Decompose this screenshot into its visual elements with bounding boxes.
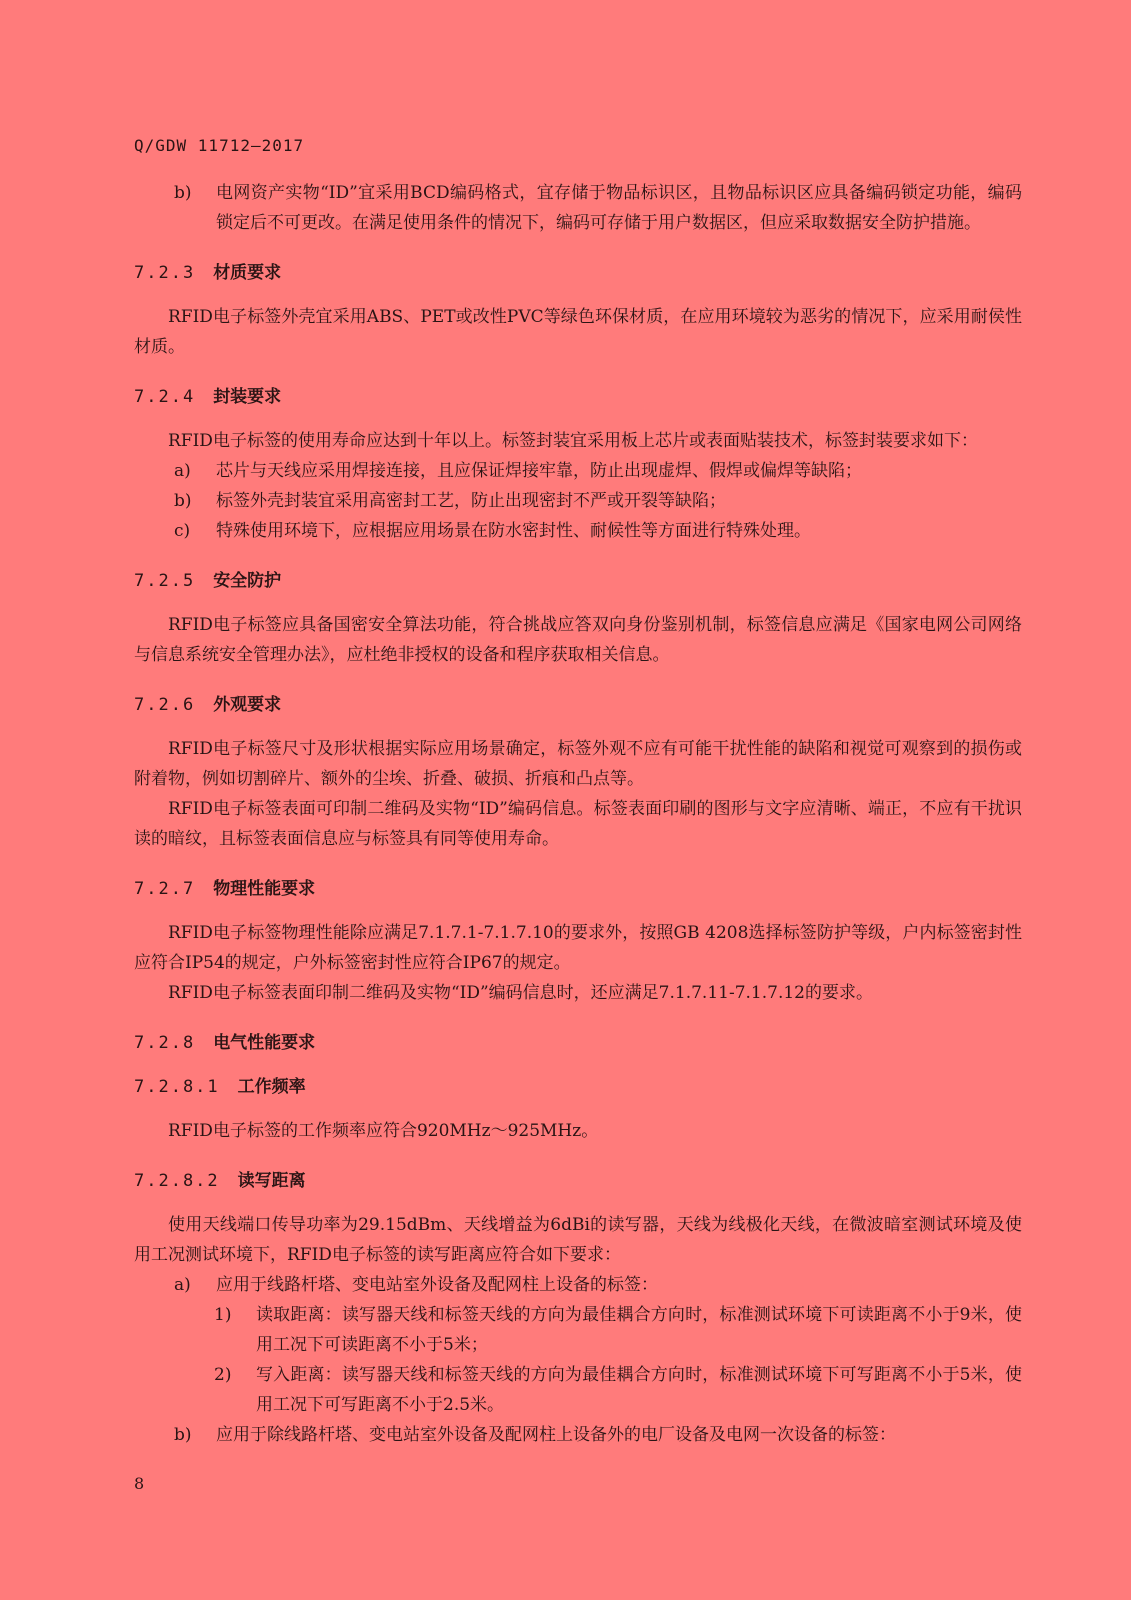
list-marker: b) — [174, 491, 192, 511]
section-number: 7.2.5 — [134, 571, 196, 591]
sub-list-item-text: 写入距离：读写器天线和标签天线的方向为最佳耦合方向时，标准测试环境下可写距离不小于5米，使用工况下可写距离不小于2.5米。 — [256, 1365, 1022, 1415]
list-marker: b) — [174, 1425, 192, 1445]
section-number: 7.2.6 — [134, 695, 196, 715]
paragraph: RFID电子标签的工作频率应符合920MHz～925MHz。 — [168, 1121, 599, 1141]
section-heading-7-2-7 — [134, 874, 1022, 904]
paragraph: RFID电子标签的使用寿命应达到十年以上。标签封装宜采用板上芯片或表面贴装技术，标签封装要求如下： — [168, 431, 978, 451]
list-marker: b) — [174, 183, 192, 203]
section-title: 材质要求 — [213, 263, 282, 283]
section-title: 封装要求 — [213, 387, 282, 407]
sub-list-item — [134, 1360, 1022, 1420]
list-item — [134, 516, 1022, 546]
list-item-text: 标签外壳封装宜采用高密封工艺，防止出现密封不严或开裂等缺陷； — [216, 491, 726, 511]
page-content — [134, 178, 1022, 1450]
list-item-text: 特殊使用环境下，应根据应用场景在防水密封性、耐候性等方面进行特殊处理。 — [216, 521, 811, 541]
section-number: 7.2.8.1 — [134, 1077, 220, 1097]
paragraph: 使用天线端口传导功率为29.15dBm、天线增益为6dBi的读写器，天线为线极化天线，在微波暗室测试环境及使用工况测试环境下，RFID电子标签的读写距离应符合如下要求： — [134, 1215, 1022, 1265]
list-item-text: 芯片与天线应采用焊接连接，且应保证焊接牢靠，防止出现虚焊、假焊或偏焊等缺陷； — [216, 461, 862, 481]
section-title: 物理性能要求 — [213, 879, 316, 899]
list-item-text: 应用于除线路杆塔、变电站室外设备及配网柱上设备外的电厂设备及电网一次设备的标签： — [216, 1425, 896, 1445]
section-number: 7.2.8.2 — [134, 1171, 220, 1191]
paragraph: RFID电子标签尺寸及形状根据实际应用场景确定，标签外观不应有可能干扰性能的缺陷和视觉可观察到的损伤或附着物，例如切割碎片、额外的尘埃、折叠、破损、折痕和凸点等。 — [134, 739, 1022, 789]
section-number: 7.2.8 — [134, 1033, 196, 1053]
section-title: 工作频率 — [237, 1077, 306, 1097]
list-marker: c) — [174, 521, 191, 541]
list-item-text: 电网资产实物“ID”宜采用BCD编码格式，宜存储于物品标识区，且物品标识区应具备编码锁定功能，编码锁定后不可更改。在满足使用条件的情况下，编码可存储于用户数据区，但应采取数据安全防护措施。 — [216, 183, 1022, 233]
section-heading-7-2-3 — [134, 258, 1022, 288]
paragraph: RFID电子标签外壳宜采用ABS、PET或改性PVC等绿色环保材质，在应用环境较为恶劣的情况下，应采用耐侯性材质。 — [134, 307, 1022, 357]
section-title: 安全防护 — [213, 571, 282, 591]
sub-list-item-text: 读取距离：读写器天线和标签天线的方向为最佳耦合方向时，标准测试环境下可读距离不小于9米，使用工况下可读距离不小于5米； — [256, 1305, 1022, 1355]
paragraph: RFID电子标签表面可印制二维码及实物“ID”编码信息。标签表面印刷的图形与文字应清晰、端正，不应有干扰识读的暗纹，且标签表面信息应与标签具有同等使用寿命。 — [134, 799, 1022, 849]
document-id: Q/GDW 11712—2017 — [134, 136, 305, 155]
sub-list-marker: 1) — [214, 1305, 232, 1325]
paragraph: RFID电子标签应具备国密安全算法功能，符合挑战应答双向身份鉴别机制，标签信息应满足《国家电网公司网络与信息系统安全管理办法》，应杜绝非授权的设备和程序获取相关信息。 — [134, 615, 1022, 665]
section-title: 读写距离 — [237, 1171, 306, 1191]
section-heading-7-2-8-1 — [134, 1072, 1022, 1102]
list-marker: a) — [174, 461, 191, 481]
section-heading-7-2-5 — [134, 566, 1022, 596]
list-item — [134, 456, 1022, 486]
list-item-text: 应用于线路杆塔、变电站室外设备及配网柱上设备的标签： — [216, 1275, 658, 1295]
section-title: 电气性能要求 — [213, 1033, 316, 1053]
list-item — [134, 178, 1022, 238]
section-heading-7-2-8-2 — [134, 1166, 1022, 1196]
list-item — [134, 1270, 1022, 1300]
paragraph: RFID电子标签物理性能除应满足7.1.7.1-7.1.7.10的要求外，按照GB 4208选择标签防护等级，户内标签密封性应符合IP54的规定，户外标签密封性应符合IP67的规定。 — [134, 923, 1022, 973]
list-item — [134, 486, 1022, 516]
section-heading-7-2-6 — [134, 690, 1022, 720]
paragraph: RFID电子标签表面印制二维码及实物“ID”编码信息时，还应满足7.1.7.11-7.1.7.12的要求。 — [168, 983, 873, 1003]
list-marker: a) — [174, 1275, 191, 1295]
section-number: 7.2.3 — [134, 263, 196, 283]
section-number: 7.2.7 — [134, 879, 196, 899]
section-heading-7-2-4 — [134, 382, 1022, 412]
list-item — [134, 1420, 1022, 1450]
page-number: 8 — [134, 1474, 145, 1493]
sub-list-marker: 2) — [214, 1365, 232, 1385]
sub-list-item — [134, 1300, 1022, 1360]
section-title: 外观要求 — [213, 695, 282, 715]
section-number: 7.2.4 — [134, 387, 196, 407]
section-heading-7-2-8 — [134, 1028, 1022, 1058]
